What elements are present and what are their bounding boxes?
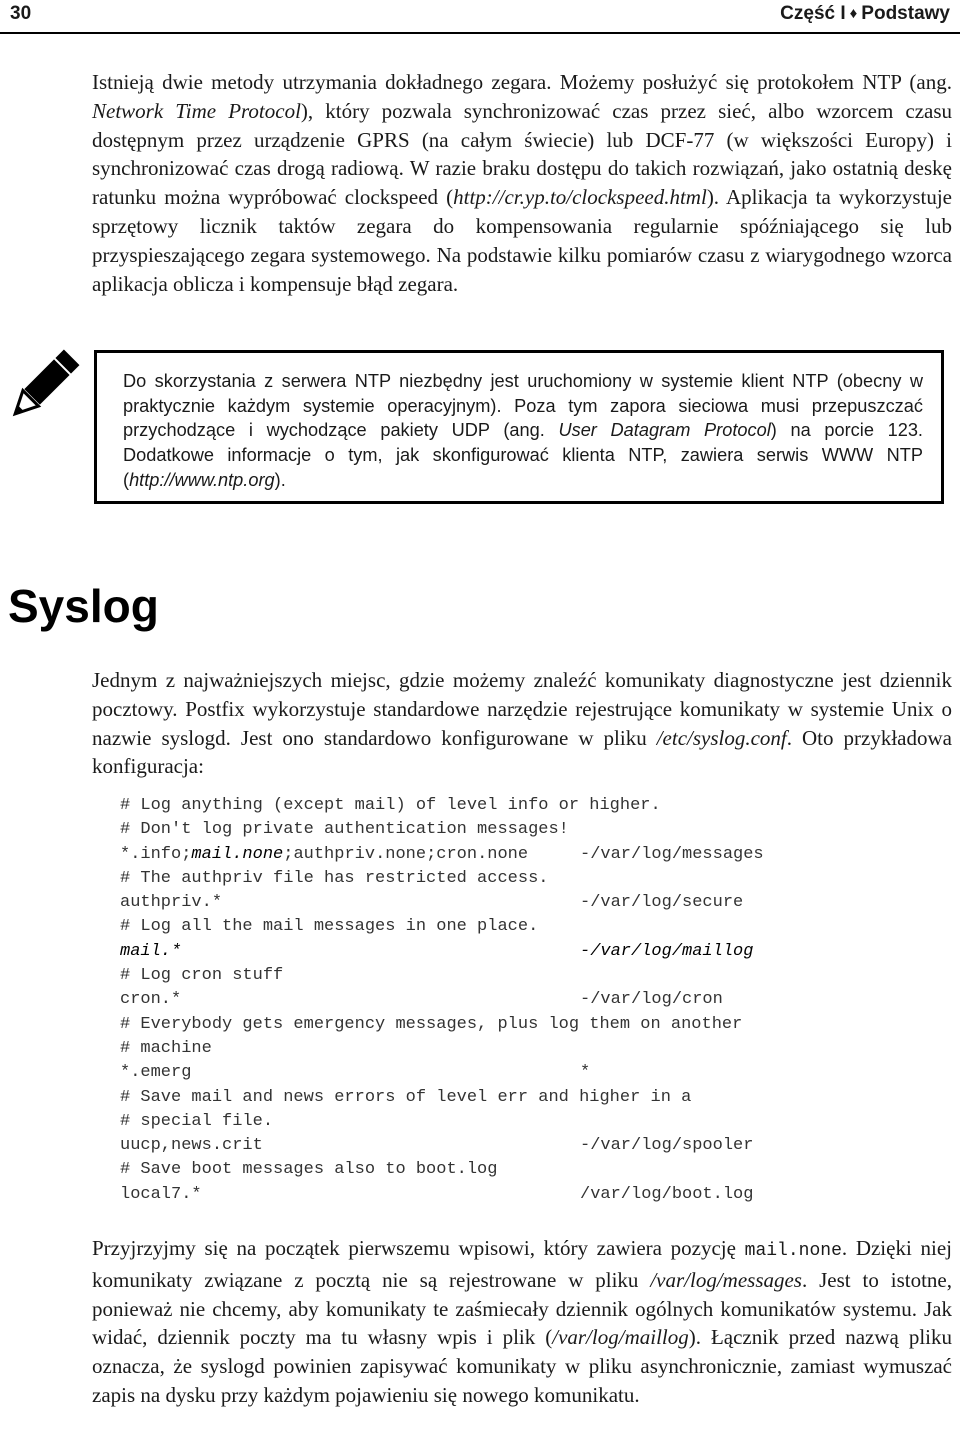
code-selector: cron.* [120,990,182,1010]
code-selector: # Log anything (except mail) of level info or higher. [120,796,661,815]
file-path: /etc/syslog.conf [656,725,787,750]
code-selector: # special file. [120,1111,274,1131]
text-run: Istnieją dwie metody utrzymania dokładnego zegara. Możemy posłużyć się protokołem NTP (ang. [92,70,952,94]
code-selector: # The authpriv file has restricted access. [120,868,549,888]
code-line [120,988,940,1012]
code-line [120,940,940,964]
code-selector: *.emerg [120,1063,192,1083]
code-line [120,891,940,915]
code-action: * [580,1063,591,1083]
text-run: . Oto przykładowa konfiguracja: [92,725,952,779]
url-link[interactable]: http://www.ntp.org [129,469,275,490]
paragraph-syslog-intro [92,666,952,781]
part-title: Podstawy [861,3,950,24]
code-selector: # Save mail and news errors of level err and higher in a [120,1087,692,1107]
code-selector: *.info; [120,844,192,864]
text-run: ). Łącznik przed nazwą pliku oznacza, że syslogd powinien zapisywać komunikaty w pliku asynchronicznie, zamiast wymuszać zapis na dysku przy każdym pojawieniu się nowego komunikatu. [92,1325,952,1407]
paragraph-explanation [92,1234,952,1410]
text-run: ). [274,469,286,490]
inline-code: mail.none [744,1241,842,1261]
pencil-icon [0,345,84,429]
code-line [120,1086,940,1110]
file-path: /var/log/maillog [552,1325,689,1350]
code-selector-emphasis: mail.none [191,844,284,864]
page-header [0,0,960,34]
code-action: -/var/log/spooler [580,1136,754,1156]
code-selector: # machine [120,1038,212,1058]
running-head [780,3,950,25]
code-action: -/var/log/maillog [580,941,754,961]
code-block [120,794,940,1207]
code-action: -/var/log/messages [580,844,764,864]
code-line [120,1037,940,1061]
code-selector: # Don't log private authentication messages! [120,820,569,840]
part-label: Część I [780,3,846,24]
code-line [120,1061,940,1085]
section-title: Syslog [8,580,159,632]
code-selector: # Save boot messages also to boot.log [120,1160,498,1180]
code-line [120,964,940,988]
code-line [120,818,940,842]
code-selector: local7.* [120,1184,202,1204]
code-action: -/var/log/cron [580,990,723,1010]
code-selector: authpriv.* [120,893,223,913]
text-run: . Dzięki niej komunikaty związane z pocztą nie są rejestrowane w pliku [92,1236,952,1292]
code-line [120,867,940,891]
code-selector: # Everybody gets emergency messages, plus log them on another [120,1014,743,1034]
code-line [120,1158,940,1182]
italic-term: Network Time Protocol [92,98,301,123]
italic-term: User Datagram Protocol [558,420,771,441]
code-line [120,1183,940,1207]
text-run: Do skorzystania z serwera NTP niezbędny jest uruchomiony w systemie klient NTP (obecny w praktycznie każdym systemie operacyjnym). Poza tym zapora sieciowa musi przepuszczać przychodzące i wychodzące pakiety UDP (ang. [123,371,923,441]
code-line [120,1134,940,1158]
url-link[interactable]: http://cr.yp.to/clockspeed.html [453,185,707,210]
code-selector: # Log all the mail messages in one place. [120,917,539,937]
text-run: Przyjrzyjmy się na początek pierwszemu wpisowi, który zawiera pozycję [92,1236,745,1260]
code-line [120,915,940,939]
code-line [120,843,940,867]
page-number: 30 [10,3,32,24]
note-box [94,350,944,504]
code-line [120,1110,940,1134]
paragraph-ntp [92,68,952,298]
code-action: /var/log/boot.log [580,1184,754,1204]
text-run: ) na porcie 123. Dodatkowe informacje o tym, jak skonfigurować klienta NTP, zawiera serwis WWW NTP ( [123,420,923,490]
code-selector: mail.* [120,941,182,961]
diamond-separator-icon: ♦ [849,5,858,22]
code-selector: uucp,news.crit [120,1136,263,1156]
code-selector-rest: ;authpriv.none;cron.none [283,844,529,864]
code-selector: # Log cron stuff [120,966,284,986]
code-action: -/var/log/secure [580,893,744,913]
code-line [120,1013,940,1037]
text-run: ). Aplikacja ta wykorzystuje sprzętowy licznik taktów zegara do kompensowania regularnie spóźniającego się lub przyspieszającego zegara systemowego. Na podstawie kilku pomiarów czasu z wiarygodnego wzorca aplikacja oblicza i kompensuje błąd zegara. [92,185,953,296]
text-run: ), który pozwala synchronizować czas przez sieć, albo wzorcem czasu dostępnym przez urządzenie GPRS (na całym świecie) lub DCF-77 (w większości Europy) i synchronizować czas drogą radiową. W razie braku dostępu do takich rozwiązań, jako ostatnią deskę ratunku można wypróbować clockspeed ( [92,98,953,210]
file-path: /var/log/messages [650,1267,802,1292]
text-run: Jednym z najważniejszych miejsc, gdzie możemy znaleźć komunikaty diagnostyczne jest dziennik pocztowy. Postfix wykorzystuje standardowe narzędzie rejestrujące komunikaty w systemie Unix o nazwie syslogd. Jest ono standardowo konfigurowane w pliku [92,668,952,750]
text-run: . Jest to istotne, ponieważ nie chcemy, aby komunikaty te zaśmiecały dziennik ogólnych komunikatów systemu. Jak widać, dziennik poczty ma tu własny wpis i plik ( [92,1267,952,1350]
note-text [123,369,923,493]
code-line [120,794,940,818]
